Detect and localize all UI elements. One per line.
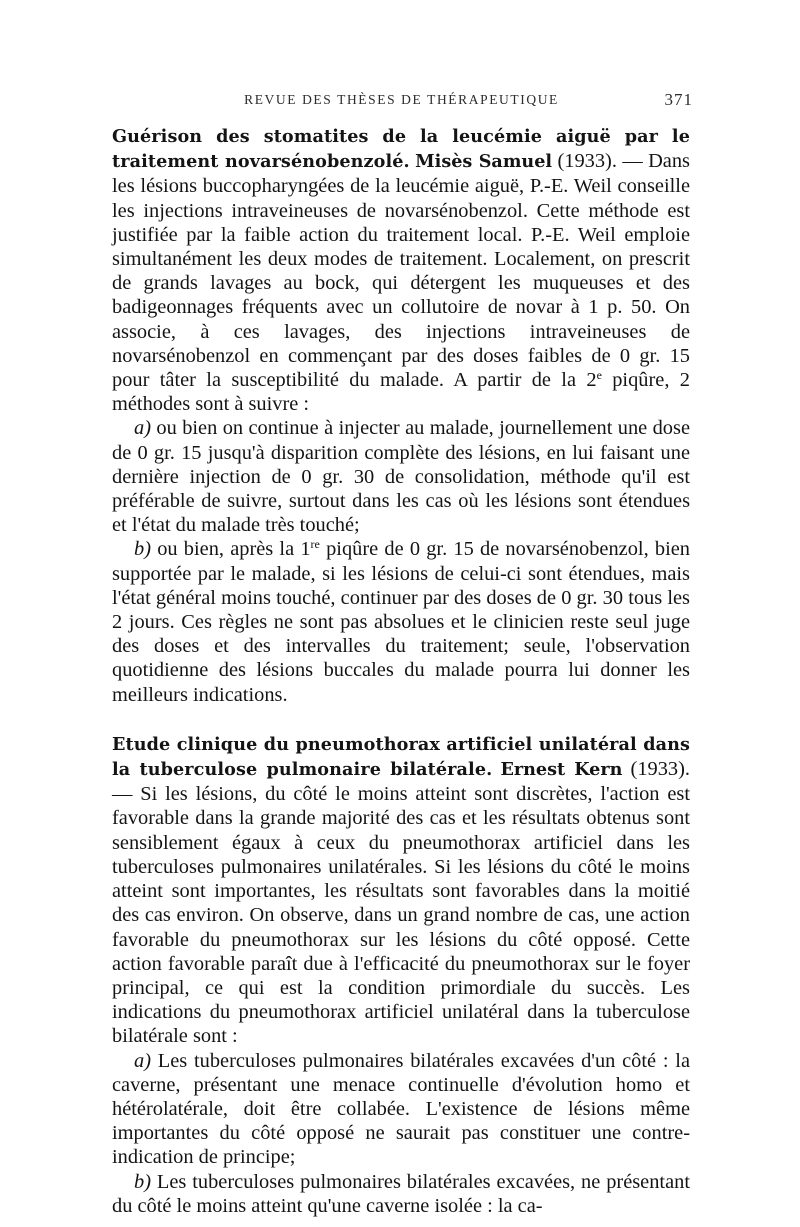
article-text: — Si les lésions, du côté le moins atteint sont discrètes, l'action est favorable dans la grande majorité des cas et les résultats obtenus sont sensiblement égaux à ceux du pneumothorax artificiel dans les tuberculoses pulmonaires unilatérales. Si les lésions du côté le moins atteint sont importantes, les résultats sont favorables dans la moitié des cas environ. On observe, dans un grand nombre de cas, une action favorable du pneumothorax sur les lésions du côté opposé. Cette action favorable paraît due à l'efficacité du pneumothorax sur le foyer principal, ce qui est la condition primordiale du succès. Les indications du pneumothorax artificiel unilatéral dans la tuberculose bilatérale sont : <box>112 783 690 1048</box>
article-author: Ernest Kern <box>500 759 623 781</box>
article-text: ou bien on continue à injecter au malade, journellement une dose de 0 gr. 15 jusqu'à disparition complète des lésions, en lui faisant une dernière injection de 0 gr. 30 de consolidation, méthode qu'il est préférable de suivre, surtout dans les cas où les lésions sont étendues et l'état du malade très touché; <box>112 417 690 537</box>
article-text: — Dans les lésions buccopharyngées de la leucémie aiguë, P.-E. Weil conseille les injections intraveineuses de novarsénobenzol. Cette méthode est justifiée par la faible action du traitement local. P.-E. Weil emploie simultanément les deux modes de traitement. Localement, on prescrit de grands lavages au bock, qui détergent les muqueuses et des badigeonnages fréquents avec un collutoire de novar à 1 p. 50. On associe, à ces lavages, des injections intraveineuses de novarsénobenzol en commençant par des doses faibles de 0 gr. 15 pour tâter la susceptibilité du malade. A partir de la 2 <box>112 150 690 392</box>
thesis-review-pneumothorax <box>112 732 690 1218</box>
article-paragraph-b <box>112 1170 690 1218</box>
running-title: REVUE DES THÈSES DE THÉRAPEUTIQUE <box>244 92 559 107</box>
ordinal-superscript: re <box>310 537 320 552</box>
article-text: piqûre, 2 méthodes sont à suivre : <box>112 369 690 416</box>
thesis-review-stomatites <box>112 124 690 707</box>
article-year: (1933). <box>557 150 617 173</box>
article-title: Etude clinique du pneumothorax artificiel unilatéral dans la tuberculose pulmonaire bilatérale. <box>112 733 690 781</box>
article-text: ou bien, après la 1 <box>151 538 311 561</box>
list-label: a) <box>134 417 151 440</box>
list-label: b) <box>134 1170 151 1193</box>
page-number: 371 <box>664 90 693 109</box>
list-label: a) <box>134 1049 151 1072</box>
article-paragraph-a <box>112 1049 690 1170</box>
article-paragraph-a <box>112 416 690 537</box>
article-year: (1933). <box>630 758 690 781</box>
page-body <box>112 124 690 1218</box>
list-label: b) <box>134 538 151 561</box>
article-paragraph-b <box>112 537 690 706</box>
article-text: Les tuberculoses pulmonaires bilatérales excavées d'un côté : la caverne, présentant une menace continuelle d'évolution homo et hétérolatérale, doit être collabée. L'existence de lésions même importantes du côté opposé ne saurait pas constituer une contre-indication de principe; <box>112 1049 690 1169</box>
article-paragraph-intro <box>112 732 690 1049</box>
article-paragraph-intro <box>112 124 690 416</box>
article-title: Guérison des stomatites de la leucémie aiguë par le traitement novarsénobenzolé. <box>112 126 690 173</box>
article-text: piqûre de 0 gr. 15 de novarsénobenzol, bien supportée par le malade, si les lésions de celui-ci sont étendues, mais l'état général moins touché, continuer par des doses de 0 gr. 30 tous les 2 jours. Ces règles ne sont pas absolues et le clinicien reste seul juge des doses et des intervalles du traitement; seule, l'observation quotidienne des lésions buccales du malade pourra lui donner les meilleurs indications. <box>112 538 690 706</box>
article-text: Les tuberculoses pulmonaires bilatérales excavées, ne présentant du côté le moins atteint qu'une caverne isolée : la ca- <box>112 1170 690 1217</box>
running-head <box>110 92 693 112</box>
article-author: Misès Samuel <box>415 151 553 173</box>
ordinal-superscript: e <box>596 368 602 383</box>
